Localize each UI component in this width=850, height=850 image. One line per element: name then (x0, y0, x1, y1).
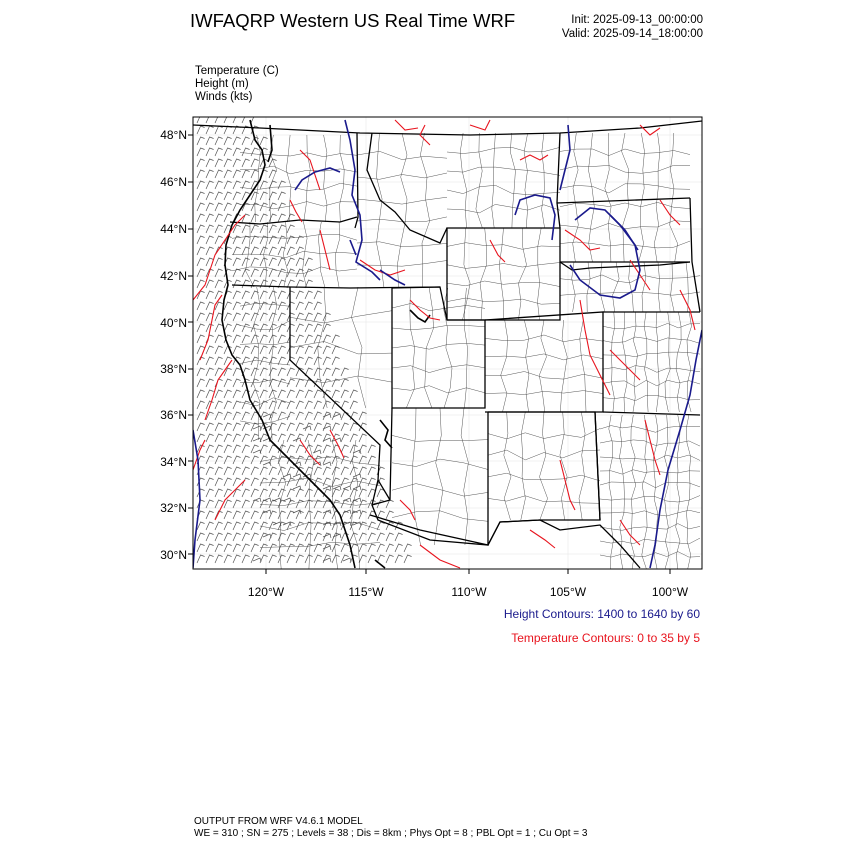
lat-label: 48°N (160, 128, 187, 142)
field-winds: Winds (kts) (195, 91, 253, 103)
height-contours (193, 120, 702, 568)
model-config: WE = 310 ; SN = 275 ; Levels = 38 ; Dis = 8km ; Phys Opt = 8 ; PBL Opt = 1 ; Cu Opt = 3 (194, 828, 588, 839)
lon-label: 115°W (348, 585, 384, 599)
lon-label: 100°W (651, 585, 689, 599)
field-height: Height (m) (195, 78, 249, 90)
longitude-ticks (266, 569, 670, 574)
lat-label: 36°N (160, 408, 187, 422)
chart-title: IWFAQRP Western US Real Time WRF (190, 10, 516, 31)
height-contour-legend: Height Contours: 1400 to 1640 by 60 (503, 607, 700, 621)
lat-label: 32°N (160, 501, 187, 515)
model-info (194, 816, 587, 840)
longitude-labels (248, 585, 689, 599)
temperature-contour-legend: Temperature Contours: 0 to 35 by 5 (511, 631, 700, 645)
valid-time: Valid: 2025-09-14_18:00:00 (561, 28, 703, 40)
lat-label: 30°N (160, 548, 187, 562)
lat-label: 38°N (160, 362, 187, 376)
field-temperature: Temperature (C) (195, 65, 279, 77)
model-version: OUTPUT FROM WRF V4.6.1 MODEL (194, 816, 363, 827)
map-content (193, 115, 702, 569)
lon-label: 110°W (451, 585, 487, 599)
temperature-contours (193, 120, 695, 568)
lat-label: 44°N (160, 222, 187, 236)
lat-label: 34°N (160, 455, 187, 469)
latitude-ticks (188, 135, 193, 554)
lon-label: 105°W (549, 585, 587, 599)
latitude-labels (160, 128, 187, 562)
lon-label: 120°W (247, 585, 285, 599)
county-boundaries (232, 133, 700, 569)
lat-label: 40°N (160, 316, 187, 330)
lat-label: 46°N (160, 175, 187, 189)
init-time: Init: 2025-09-13_00:00:00 (571, 14, 703, 26)
lat-label: 42°N (160, 269, 187, 283)
